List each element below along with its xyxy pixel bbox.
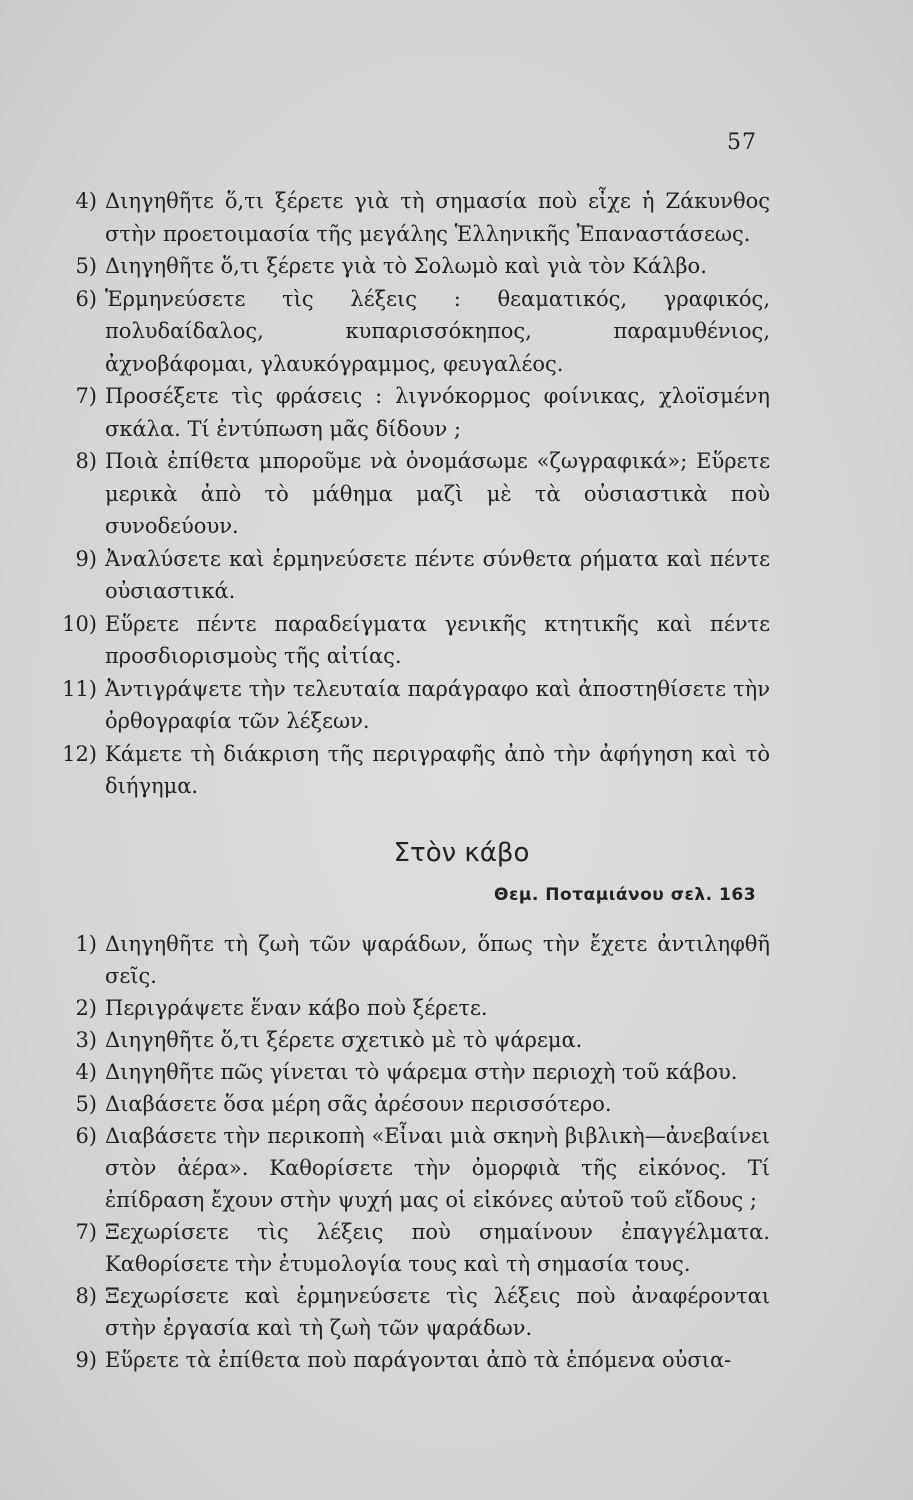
- item-text: Διηγηθῆτε ὅ,τι ξέρετε γιὰ τὸ Σολωμὸ καὶ γιὰ τὸν Κάλβο.: [105, 254, 707, 278]
- item-text: Διηγηθῆτε τὴ ζωὴ τῶν ψαράδων, ὅπως τὴν ἔχετε ἀντιληφθῆ σεῖς.: [105, 932, 770, 988]
- list-item: [55, 1088, 770, 1120]
- item-text: Διηγηθῆτε ὅ,τι ξέρετε γιὰ τὴ σημασία ποὺ εἶχε ἡ Ζάκυνθος στὴν προετοιμασία τῆς μεγάλης Ἑλληνικῆς Ἐπαναστάσεως.: [105, 189, 770, 246]
- item-number: 8): [75, 1284, 97, 1308]
- list-item: [55, 1024, 770, 1056]
- list-item: [55, 543, 770, 608]
- list-item: [55, 1216, 770, 1280]
- list-item: [55, 250, 770, 283]
- item-number: 5): [75, 1092, 97, 1116]
- item-text: Διηγηθῆτε πῶς γίνεται τὸ ψάρεμα στὴν περιοχὴ τοῦ κάβου.: [105, 1060, 738, 1084]
- item-number: 10): [62, 611, 97, 636]
- item-text: Ἀντιγράψετε τὴν τελευταία παράγραφο καὶ ἀποστηθίσετε τὴν ὀρθογραφία τῶν λέξεων.: [105, 676, 770, 733]
- item-text: Διηγηθῆτε ὅ,τι ξέρετε σχετικὸ μὲ τὸ ψάρεμα.: [105, 1028, 583, 1052]
- item-text: Ἑρμηνεύσετε τὶς λέξεις : θεαματικός, γραφικός, πολυδαίδαλος, κυπαρισσόκηπος, παραμυθένιος, ἀχνοβάφομαι, γλαυκόγραμμος, φευγαλέος.: [105, 286, 770, 376]
- item-number: 7): [75, 1220, 97, 1244]
- list-item: [55, 673, 770, 738]
- item-number: 3): [75, 1028, 97, 1052]
- exercise-list-bottom: [55, 928, 770, 1376]
- item-text: Κάμετε τὴ διάκριση τῆς περιγραφῆς ἀπὸ τὴν ἀφήγηση καὶ τὸ διήγημα.: [105, 741, 770, 798]
- item-text: Διαβάσετε τὴν περικοπὴ «Εἶναι μιὰ σκηνὴ βιβλικὴ—ἀνεβαίνει στὸν ἀέρα». Καθορίσετε τὴν ὀμορφιὰ τῆς εἰκόνος. Τί ἐπίδραση ἔχουν στὴν ψυχή μας οἱ εἰκόνες αὐτοῦ τοῦ εἴδους ;: [105, 1124, 770, 1212]
- item-text: Εὕρετε τὰ ἐπίθετα ποὺ παράγονται ἀπὸ τὰ ἑπόμενα οὐσια-: [105, 1348, 732, 1372]
- list-item: [55, 928, 770, 992]
- list-item: [55, 380, 770, 445]
- item-text: Περιγράψετε ἕναν κάβο ποὺ ξέρετε.: [105, 996, 488, 1020]
- list-item: [55, 992, 770, 1024]
- list-item: [55, 185, 770, 250]
- item-number: 11): [62, 676, 97, 701]
- exercise-list-top: [55, 185, 770, 803]
- list-item: [55, 1120, 770, 1216]
- list-item: [55, 1280, 770, 1344]
- item-text: Ξεχωρίσετε καὶ ἑρμηνεύσετε τὶς λέξεις ποὺ ἀναφέρονται στὴν ἐργασία καὶ τὴ ζωὴ τῶν ψαράδων.: [105, 1284, 770, 1340]
- item-text: Εὕρετε πέντε παραδείγματα γενικῆς κτητικῆς καὶ πέντε προσδιορισμοὺς τῆς αἰτίας.: [105, 611, 770, 668]
- list-item: [55, 738, 770, 803]
- item-number: 12): [62, 741, 97, 766]
- list-item: [55, 1344, 770, 1376]
- list-item: [55, 283, 770, 381]
- item-number: 5): [75, 254, 97, 278]
- section-title: Στὸν κάβο: [393, 838, 530, 868]
- page-number: 57: [727, 130, 757, 155]
- item-number: 8): [75, 449, 97, 473]
- item-number: 6): [75, 286, 97, 311]
- item-text: Διαβάσετε ὅσα μέρη σᾶς ἀρέσουν περισσότερο.: [105, 1092, 612, 1116]
- item-number: 4): [75, 189, 97, 213]
- list-item: [55, 608, 770, 673]
- item-text: Ἀναλύσετε καὶ ἑρμηνεύσετε πέντε σύνθετα ρήματα καὶ πέντε οὐσιαστικά.: [105, 546, 770, 603]
- list-item: [55, 1056, 770, 1088]
- item-number: 6): [75, 1124, 97, 1148]
- item-number: 9): [75, 546, 97, 571]
- item-number: 1): [75, 932, 97, 956]
- item-text: Προσέξετε τὶς φράσεις : λιγνόκορμος φοίνικας, χλοϊσμένη σκάλα. Τί ἐντύπωση μᾶς δίδουν ;: [105, 384, 770, 441]
- item-number: 2): [75, 996, 97, 1020]
- item-text: Ποιὰ ἐπίθετα μποροῦμε νὰ ὀνομάσωμε «ζωγραφικά»; Εὕρετε μερικὰ ἀπὸ τὸ μάθημα μαζὶ μὲ τὰ οὐσιαστικὰ ποὺ συνοδεύουν.: [105, 449, 770, 538]
- item-number: 4): [75, 1060, 97, 1084]
- list-item: [55, 445, 770, 543]
- item-number: 9): [75, 1348, 97, 1372]
- item-number: 7): [75, 384, 97, 408]
- source-citation: Θεμ. Ποταμιάνου σελ. 163: [494, 885, 757, 905]
- item-text: Ξεχωρίσετε τὶς λέξεις ποὺ σημαίνουν ἐπαγγέλματα. Καθορίσετε τὴν ἐτυμολογία τους καὶ τὴ σημασία τους.: [105, 1220, 770, 1276]
